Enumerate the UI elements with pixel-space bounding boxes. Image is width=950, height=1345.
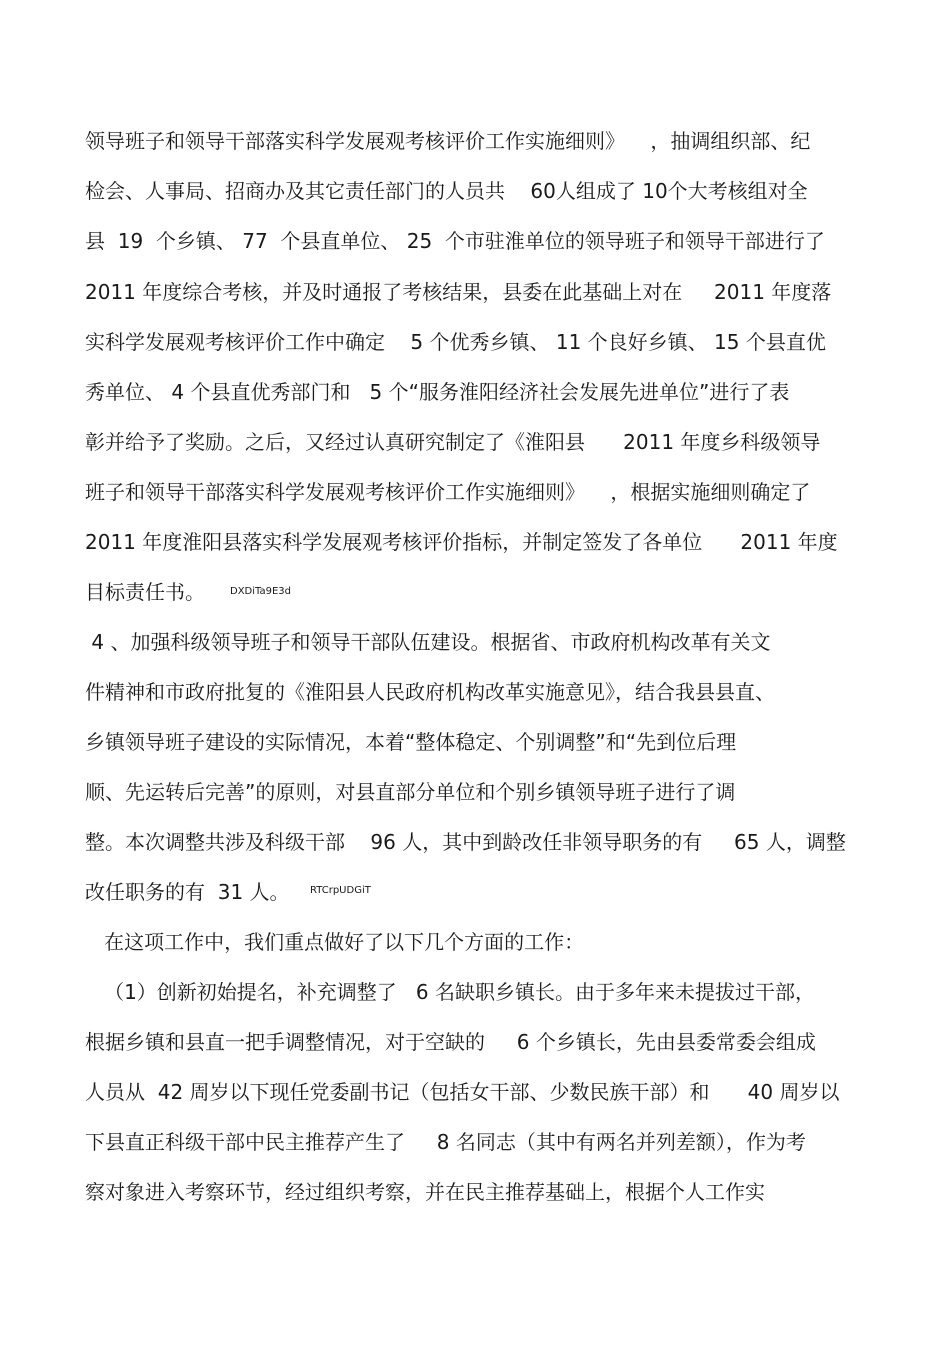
text-line: 领导班子和领导干部落实科学发展观考核评价工作实施细则》 ，抽调组织部、纪 — [85, 129, 811, 153]
reference-code: RTCrpUDGiT — [310, 885, 371, 896]
text-line: 根据乡镇和县直一把手调整情况，对于空缺的 6 个乡镇长，先由县委常委会组成 — [85, 1030, 816, 1054]
text-line: 彰并给予了奖励。之后，又经过认真研究制定了《淮阳县 2011 年度乡科级领导 — [85, 430, 821, 454]
text-line: 乡镇领导班子建设的实际情况，本着“整体稳定、个别调整”和“先到位后理 — [85, 730, 737, 754]
text-line: 在这项工作中，我们重点做好了以下几个方面的工作： — [85, 930, 585, 954]
text-line: 下县直正科级干部中民主推荐产生了 8 名同志（其中有两名并列差额），作为考 — [85, 1130, 806, 1154]
text-line: 整。本次调整共涉及科级干部 96 人，其中到龄改任非领导职务的有 65 人，调整 — [85, 830, 846, 854]
text-line: 件精神和市政府批复的《淮阳县人民政府机构改革实施意见》，结合我县县直、 — [85, 680, 775, 704]
text-line: 目标责任书。 — [85, 580, 205, 604]
text-line: 改任职务的有 31 人。 — [85, 880, 290, 904]
text-line: 班子和领导干部落实科学发展观考核评价工作实施细则》 ，根据实施细则确定了 — [85, 480, 811, 504]
text-line: 秀单位、 4 个县直优秀部门和 5 个“服务淮阳经济社会发展先进单位”进行了表 — [85, 380, 790, 404]
text-line: 实科学发展观考核评价工作中确定 5 个优秀乡镇、 11 个良好乡镇、 15 个县直优 — [85, 330, 826, 354]
text-line: 察对象进入考察环节，经过组织考察，并在民主推荐基础上，根据个人工作实 — [85, 1180, 765, 1204]
text-line: 4 、加强科级领导班子和领导干部队伍建设。根据省、市政府机构改革有关文 — [85, 630, 771, 654]
text-line: 县 19 个乡镇、 77 个县直单位、 25 个市驻淮单位的领导班子和领导干部进行了 — [85, 229, 825, 253]
text-line: 顺、先运转后完善”的原则，对县直部分单位和个别乡镇领导班子进行了调 — [85, 780, 736, 804]
reference-code: DXDiTa9E3d — [230, 586, 292, 597]
text-line: （1）创新初始提名，补充调整了 6 名缺职乡镇长。由于多年来未提拔过干部， — [85, 980, 815, 1004]
text-line: 2011 年度综合考核，并及时通报了考核结果，县委在此基础上对在 2011 年度落 — [85, 280, 832, 304]
text-line: 2011 年度淮阳县落实科学发展观考核评价指标，并制定签发了各单位 2011 年度 — [85, 530, 838, 554]
text-line: 检会、人事局、招商办及其它责任部门的人员共 60人组成了 10个大考核组对全 — [85, 179, 808, 203]
text-line: 人员从 42 周岁以下现任党委副书记（包括女干部、少数民族干部）和 40 周岁以 — [85, 1080, 840, 1104]
